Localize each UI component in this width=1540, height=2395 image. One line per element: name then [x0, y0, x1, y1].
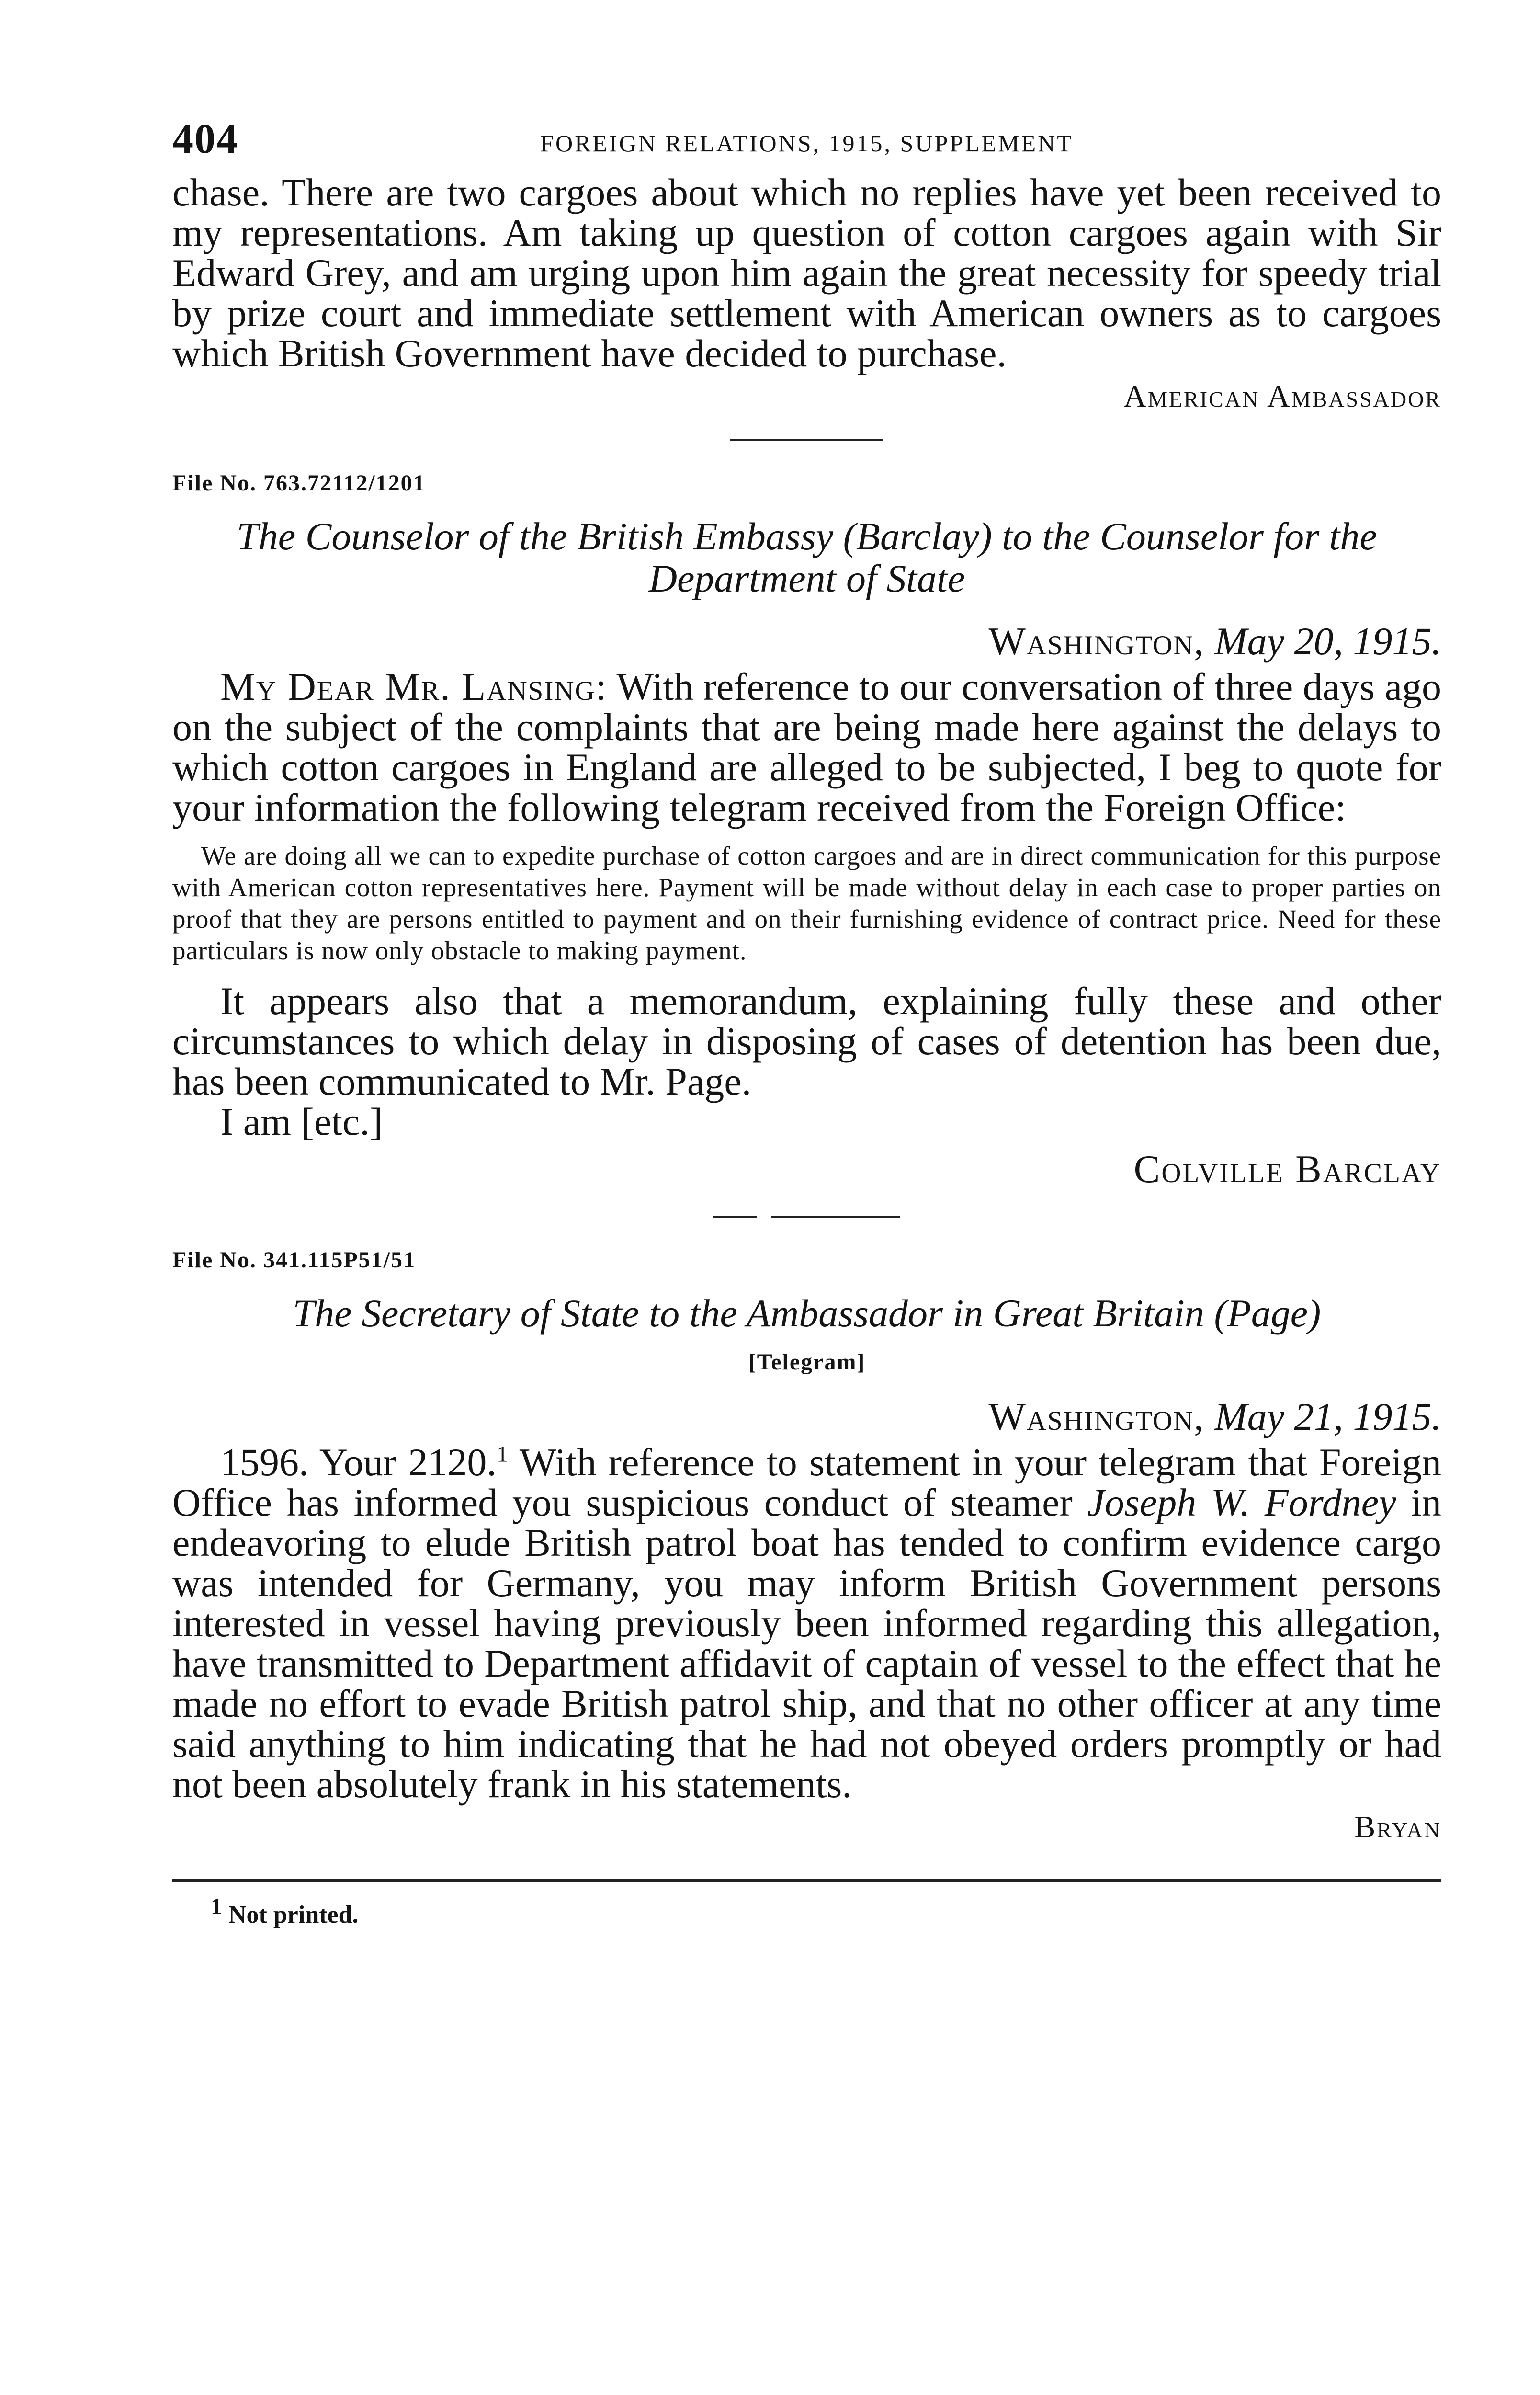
dateline-date: May 21, 1915. [1214, 1395, 1441, 1438]
body-paragraph: chase. There are two cargoes about which no replies have yet been received to my representations. Am taking up question of cotton cargoes again with Sir Edward Grey, and am urging upon him again the great necessity for speedy trial by prize court and immediate settlement with American owners as to cargoes which British Government have decided to purchase. [172, 171, 1441, 375]
letter-paragraph [172, 667, 1441, 828]
document-title: The Secretary of State to the Ambassador in Great Britain (Page) [293, 1291, 1321, 1335]
footnote-text: Not printed. [228, 1901, 359, 1928]
dateline [172, 1394, 1441, 1439]
telegram-text: in endeavoring to elude British patrol boat has tended to confirm evidence cargo was intended for Germany, you may inform British Government persons interested in vessel having previously been informed regarding this allegation, have transmitted to Department affidavit of captain of vessel to the effect that he made no effort to evade British patrol ship, and that no other officer at any time said anything to him indicating that he had not obeyed orders promptly or had not been absolutely frank in his statements. [172, 1481, 1441, 1806]
section-barclay-letter [172, 470, 1441, 1192]
footnote [211, 1893, 1441, 1929]
file-number: File No. 341.115P51/51 [172, 1247, 416, 1273]
letter-paragraph: It appears also that a memorandum, explaining fully these and other circumstances to which delay in disposing of cases of detention has been due, has been communicated to Mr. Page. [172, 979, 1441, 1103]
running-title: FOREIGN RELATIONS, 1915, SUPPLEMENT [540, 130, 1074, 157]
signature-american-ambassador: American Ambassador [1123, 379, 1441, 414]
telegram-text: With reference to statement in your telegram that Foreign Office has informed you suspicious conduct of steamer [172, 1440, 1441, 1524]
running-head [172, 110, 1441, 172]
document-page [172, 110, 1441, 1929]
section-secretary-telegram [172, 1247, 1441, 1846]
dateline-place: Washington, [988, 1395, 1205, 1438]
dateline-place: Washington, [988, 619, 1205, 663]
footnote-marker: 1 [211, 1893, 222, 1919]
letter-closing: I am [etc.] [220, 1100, 383, 1143]
signature-bryan: Bryan [1354, 1810, 1441, 1845]
section-divider [172, 1216, 1441, 1218]
letter-paragraph-text: With reference to our conversation of three days ago on the subject of the complaints that are being made here against the delays to which cotton cargoes in England are alleged to be subjected, I beg to quote for your information the following telegram received from the Foreign Office: [172, 665, 1441, 829]
section-divider [730, 439, 883, 441]
document-title: The Counselor of the British Embassy (Barclay) to the Counselor for the Department of State [237, 514, 1377, 600]
file-number: File No. 763.72112/1201 [172, 470, 426, 496]
section-ambassador-telegram-end [172, 172, 1441, 415]
telegram-paragraph [172, 1442, 1441, 1804]
vessel-name: Joseph W. Fordney [1087, 1481, 1396, 1524]
page-number: 404 [172, 116, 238, 162]
document-type-label: [Telegram] [748, 1349, 866, 1375]
quoted-telegram: We are doing all we can to expedite purchase of cotton cargoes and are in direct communication for this purpose with American cotton representatives here. Payment will be made without delay in each case to proper parties on proof that they are persons entitled to payment and on their furnishing evidence of contract price. Need for these particulars is now only obstacle to making payment. [172, 841, 1441, 965]
footnote-divider [172, 1879, 1441, 1882]
signature-barclay: Colville Barclay [1133, 1147, 1441, 1191]
dateline-date: May 20, 1915. [1214, 619, 1441, 663]
salutation: My Dear Mr. Lansing: [220, 665, 608, 708]
footnote-reference: 1 [496, 1441, 508, 1467]
dateline [172, 619, 1441, 664]
telegram-number: 1596. Your 2120. [220, 1440, 497, 1484]
